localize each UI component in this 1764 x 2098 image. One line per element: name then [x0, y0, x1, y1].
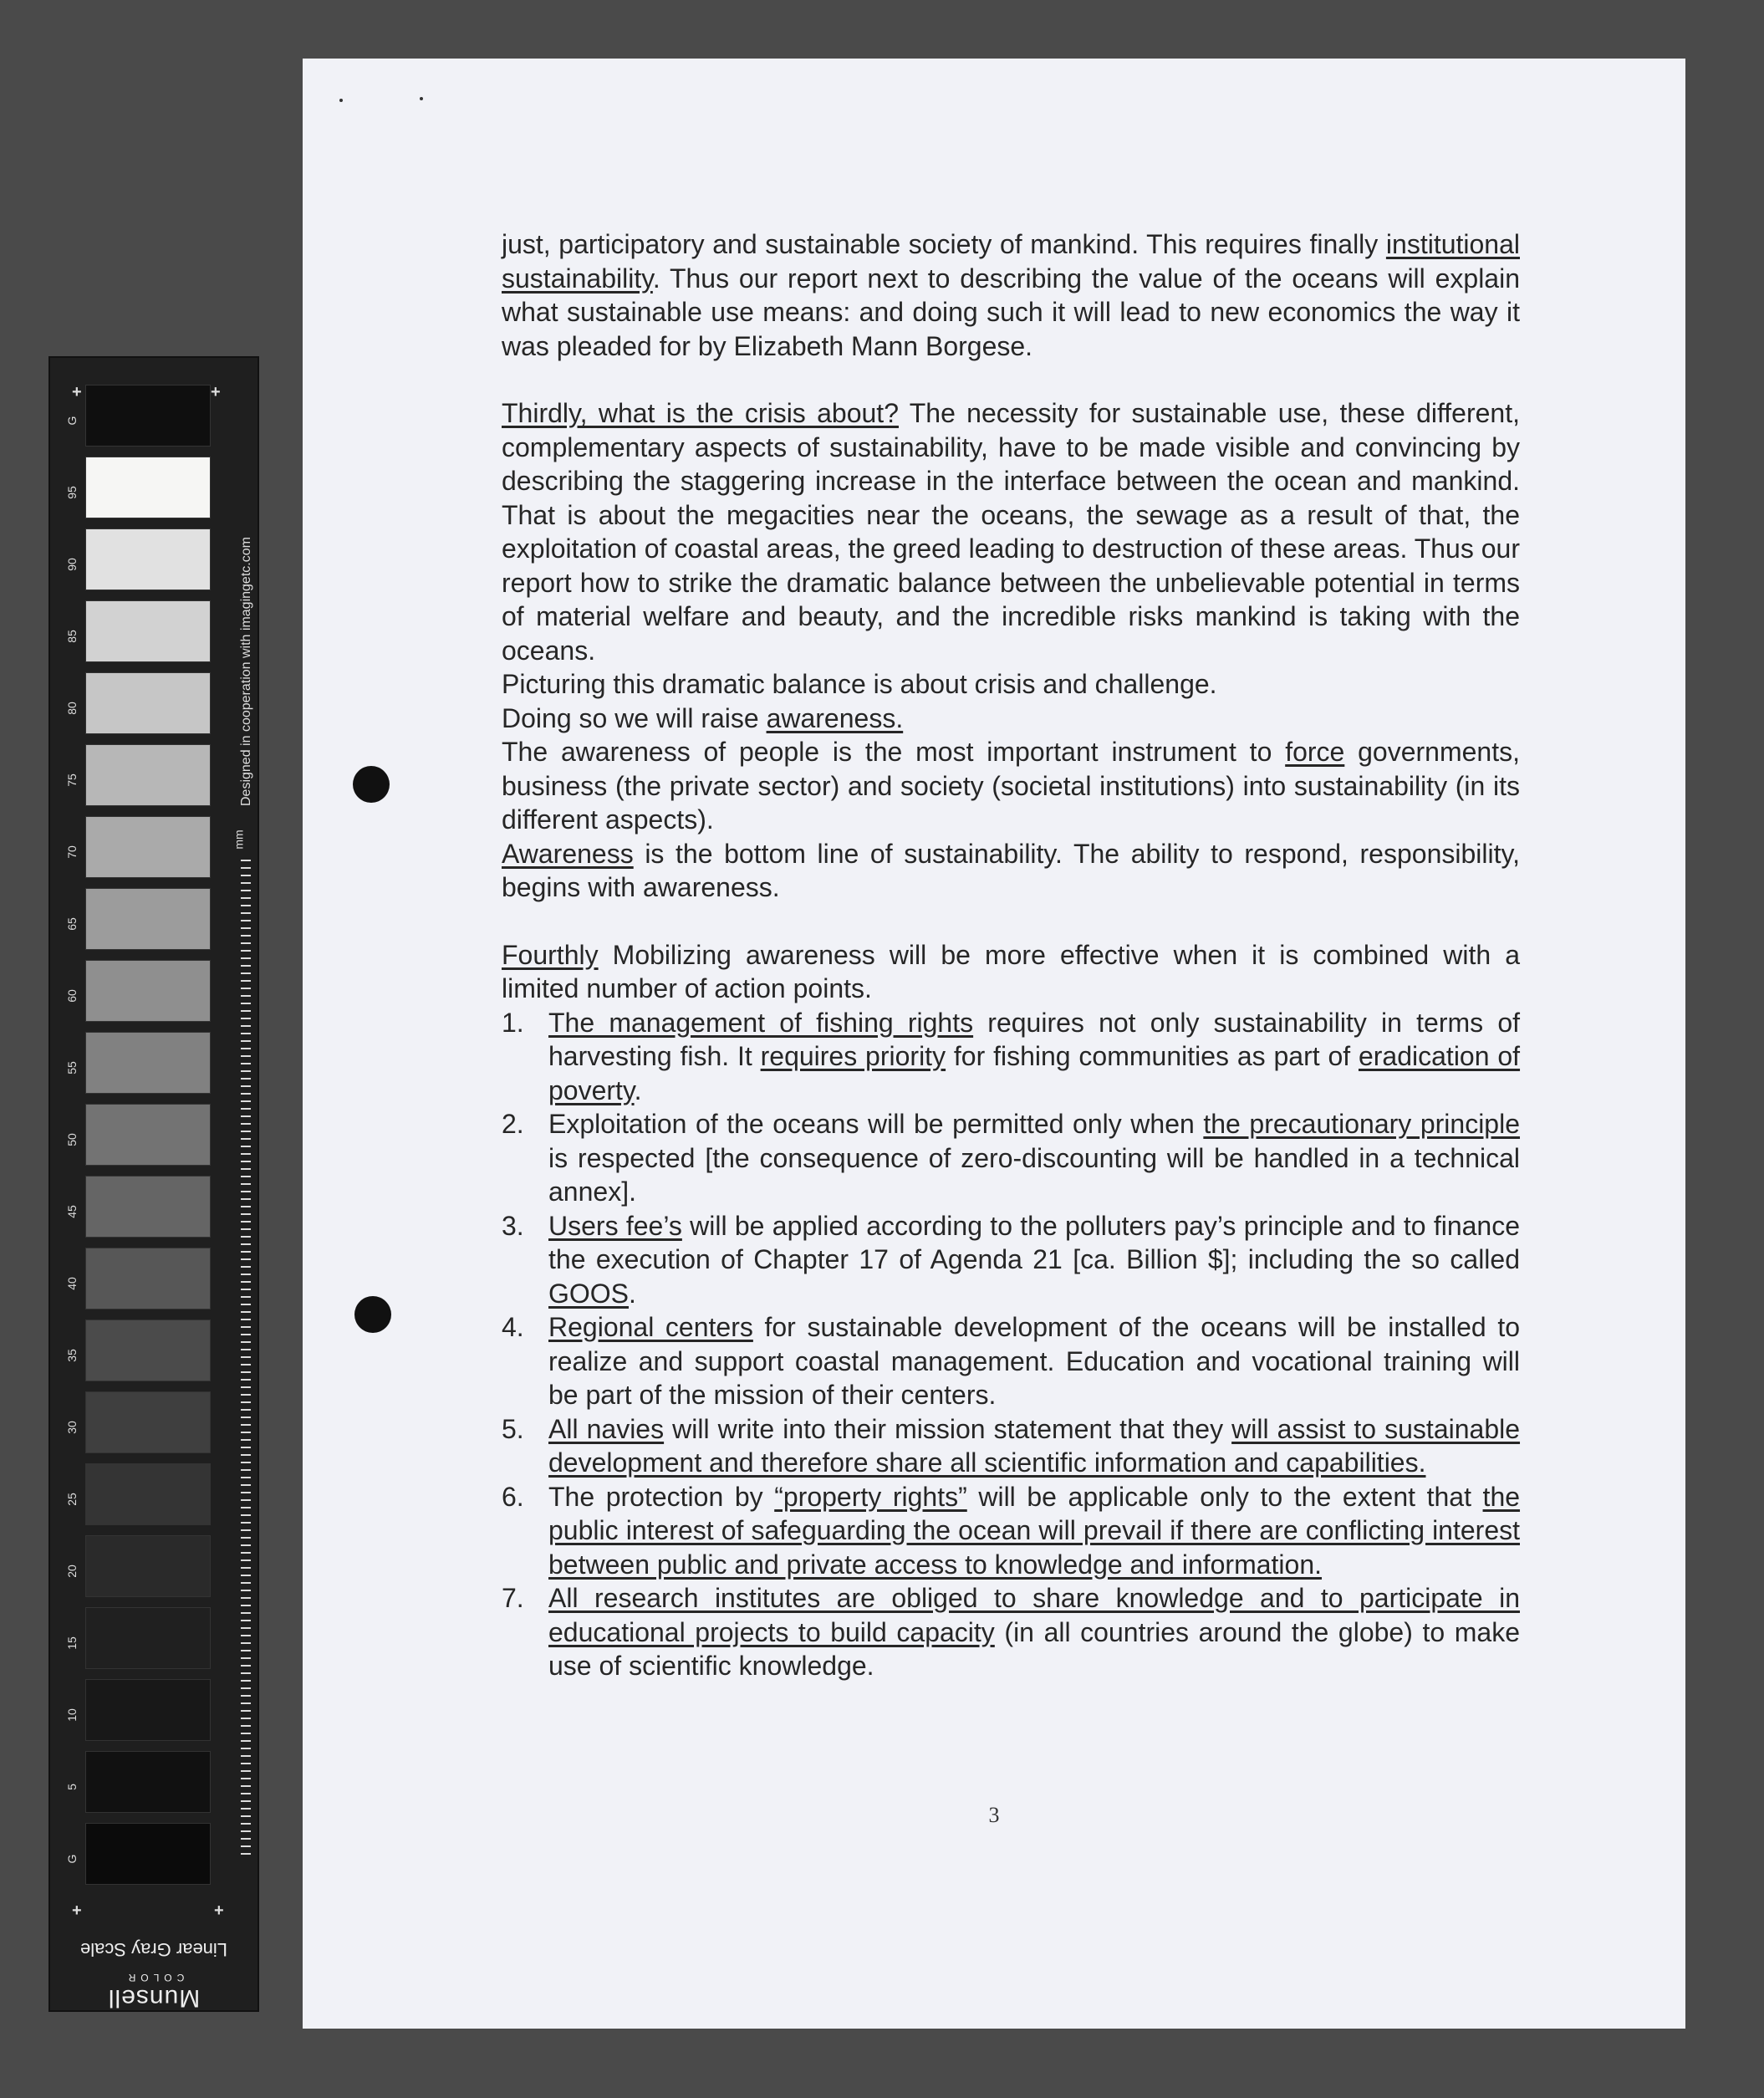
item-number: 3.: [502, 1210, 524, 1241]
text-run: will write into their mission statement that they: [664, 1413, 1232, 1444]
brand-sub: COLOR: [123, 1972, 185, 1983]
gray-patch: [85, 1248, 211, 1309]
list-item: [502, 1581, 1520, 1683]
text-run: is respected [the consequence of zero-discounting will be handled in a technical annex].: [548, 1142, 1520, 1207]
paragraph: [502, 837, 1520, 905]
gray-patch: [85, 457, 211, 518]
underlined-text: Users fee’s: [548, 1210, 682, 1241]
paragraph: Picturing this dramatic balance is about crisis and challenge.: [502, 669, 1217, 699]
underlined-text: The management of fishing rights: [548, 1007, 974, 1038]
scale-number: 75: [65, 773, 79, 787]
document-page: [303, 59, 1685, 2029]
text-run: .: [629, 1278, 636, 1309]
scale-number: 30: [65, 1421, 79, 1434]
scale-number: G: [65, 416, 79, 426]
gray-patch: [85, 528, 211, 590]
underlined-text: requires priority: [760, 1041, 946, 1071]
gray-patch: [85, 1463, 211, 1525]
gray-patch: [85, 888, 211, 950]
gray-patch: [85, 1104, 211, 1166]
scale-number: 35: [65, 1349, 79, 1362]
gray-scale-strip: [48, 356, 259, 2012]
list-item: [502, 1310, 1520, 1412]
gray-patch: [85, 960, 211, 1022]
text-run: requires not only sustainability in terms of harvesting fish. It: [548, 1007, 1521, 1071]
scale-number: G: [65, 1854, 79, 1864]
item-number: 1.: [502, 1007, 524, 1038]
plus-mark: +: [211, 383, 221, 401]
plus-mark: +: [72, 383, 82, 401]
gray-patch: [85, 1032, 211, 1094]
text-run: The necessity for sustainable use, these different, complementary aspects of sustainability, have to be made visible and convincing by describing the staggering increase in the interface between the ocean and mankind. That is about the megacities near the oceans, the sewage as a result of that, the exploitation of coastal areas, the greed leading to destruction of these areas. Thus our report how to strike the dramatic balance between the unbelievable potential in terms of material welfare and beauty, and the incredible risks mankind is taking with the oceans.: [502, 398, 1521, 666]
gray-patch: [85, 816, 211, 878]
gray-patches: [85, 385, 211, 1895]
item-number: 7.: [502, 1583, 524, 1613]
munsell-logo: [50, 1972, 257, 2012]
underlined-heading: Fourthly: [502, 939, 599, 970]
list-item: [502, 1412, 1520, 1480]
paragraph: [502, 227, 1520, 363]
scale-number: 85: [65, 630, 79, 643]
text-run: Mobilizing awareness will be more effective when it is combined with a limited number of action points.: [502, 939, 1520, 1003]
underlined-text: force: [1285, 737, 1345, 767]
scale-numbers: [62, 385, 82, 1895]
gray-patch: [85, 1679, 211, 1741]
text-run: Doing so we will raise: [502, 702, 767, 733]
scale-number: 45: [65, 1205, 79, 1218]
text-run: for fishing communities as part of: [946, 1041, 1359, 1071]
scale-number: 80: [65, 702, 79, 715]
scale-title: Linear Gray Scale: [79, 1939, 228, 1960]
underlined-text: the public interest of safeguarding the ocean will prevail if there are conflicting interest between public and private access to knowledge and information.: [548, 1481, 1521, 1580]
cooperation-text: Designed in cooperation with imagingetc.com: [239, 537, 253, 806]
text-run: will be applicable only to the extent that: [966, 1481, 1483, 1512]
punch-hole: [354, 1296, 391, 1333]
item-number: 6.: [502, 1481, 524, 1512]
underlined-text: “property rights”: [774, 1481, 967, 1512]
gray-patch: [85, 672, 211, 734]
underlined-text: the precautionary principle: [1203, 1109, 1521, 1139]
underlined-text: institutional sustainability: [502, 229, 1520, 294]
underlined-text: awareness.: [766, 702, 904, 733]
scale-number: 50: [65, 1133, 79, 1146]
underlined-text: All navies: [548, 1413, 665, 1444]
speck: [420, 97, 423, 100]
item-number: 2.: [502, 1109, 524, 1139]
underlined-text: eradication of poverty: [548, 1041, 1521, 1105]
list-item: [502, 1006, 1520, 1108]
list-item: [502, 1480, 1520, 1582]
text-run: for sustainable development of the oceans will be installed to realize and support coastal management. Education and vocational training will be part of the mission of their centers.: [548, 1312, 1521, 1410]
text-run: . Thus our report next to describing the value of the oceans will explain what sustainable use means: and doing such it will lead to new economics the way it was pleaded for by Elizabeth Mann Borgese.: [502, 263, 1520, 361]
item-number: 5.: [502, 1413, 524, 1444]
underlined-text: will assist to sustainable development and therefore share all scientific information and capabilities.: [548, 1413, 1521, 1478]
text-run: The protection by: [548, 1481, 775, 1512]
scale-number: 55: [65, 1061, 79, 1075]
gray-patch: [85, 1391, 211, 1453]
gray-patch: [85, 1751, 211, 1813]
item-number: 4.: [502, 1312, 524, 1342]
brand-name: Munsell: [107, 1984, 201, 2012]
scale-number: 90: [65, 558, 79, 571]
punch-hole: [353, 766, 390, 803]
text-run: The awareness of people is the most important instrument to: [502, 737, 1286, 767]
gray-patch: [85, 385, 211, 447]
underlined-text: Awareness: [502, 838, 634, 869]
text-run: .: [634, 1075, 642, 1105]
text-run: is the bottom line of sustainability. The ability to respond, responsibility, begins with awareness.: [502, 838, 1520, 902]
gray-patch: [85, 1607, 211, 1669]
scale-number: 95: [65, 486, 79, 499]
scale-number: 40: [65, 1277, 79, 1290]
gray-patch: [85, 600, 211, 662]
paragraph: [502, 702, 1520, 736]
mm-ruler: [241, 860, 251, 1855]
mm-label: mm: [232, 830, 246, 850]
scale-number: 20: [65, 1565, 79, 1578]
scale-number: 65: [65, 917, 79, 931]
scale-number: 70: [65, 845, 79, 859]
gray-patch: [85, 1535, 211, 1597]
text-run: just, participatory and sustainable society of mankind. This requires finally: [502, 229, 1386, 259]
underlined-text: All research institutes are obliged to share knowledge and to participate in educational projects to build capacity: [548, 1583, 1520, 1647]
action-points-list: [502, 1006, 1520, 1683]
scale-number: 60: [65, 989, 79, 1003]
paragraph: [502, 938, 1520, 1006]
scale-number: 10: [65, 1708, 79, 1722]
plus-mark: +: [72, 1901, 82, 1920]
underlined-text: GOOS: [548, 1278, 630, 1309]
gray-patch: [85, 744, 211, 806]
scale-number: 15: [65, 1636, 79, 1650]
scale-number: 25: [65, 1493, 79, 1506]
page-number: 3: [988, 1803, 1000, 1827]
paragraph: [502, 735, 1520, 837]
gray-patch: [85, 1320, 211, 1381]
paragraph: [502, 396, 1520, 667]
underlined-heading: Thirdly, what is the crisis about?: [502, 398, 899, 428]
list-item: [502, 1107, 1520, 1209]
page-text: [502, 227, 1520, 1683]
gray-patch: [85, 1176, 211, 1238]
text-run: governments, business (the private sector) and society (societal institutions) into sustainability (in its different aspects).: [502, 737, 1521, 835]
underlined-text: Regional centers: [548, 1312, 753, 1342]
plus-mark: +: [214, 1901, 224, 1920]
text-run: Exploitation of the oceans will be permitted only when: [548, 1109, 1204, 1139]
scale-number: 5: [65, 1784, 79, 1790]
gray-patch: [85, 1823, 211, 1885]
text-run: (in all countries around the globe) to make use of scientific knowledge.: [548, 1616, 1521, 1681]
text-run: will be applied according to the polluters pay’s principle and to finance the execution of Chapter 17 of Agenda 21 [ca. Billion $]; including the so called: [548, 1210, 1521, 1274]
speck: [339, 99, 343, 102]
list-item: [502, 1209, 1520, 1311]
